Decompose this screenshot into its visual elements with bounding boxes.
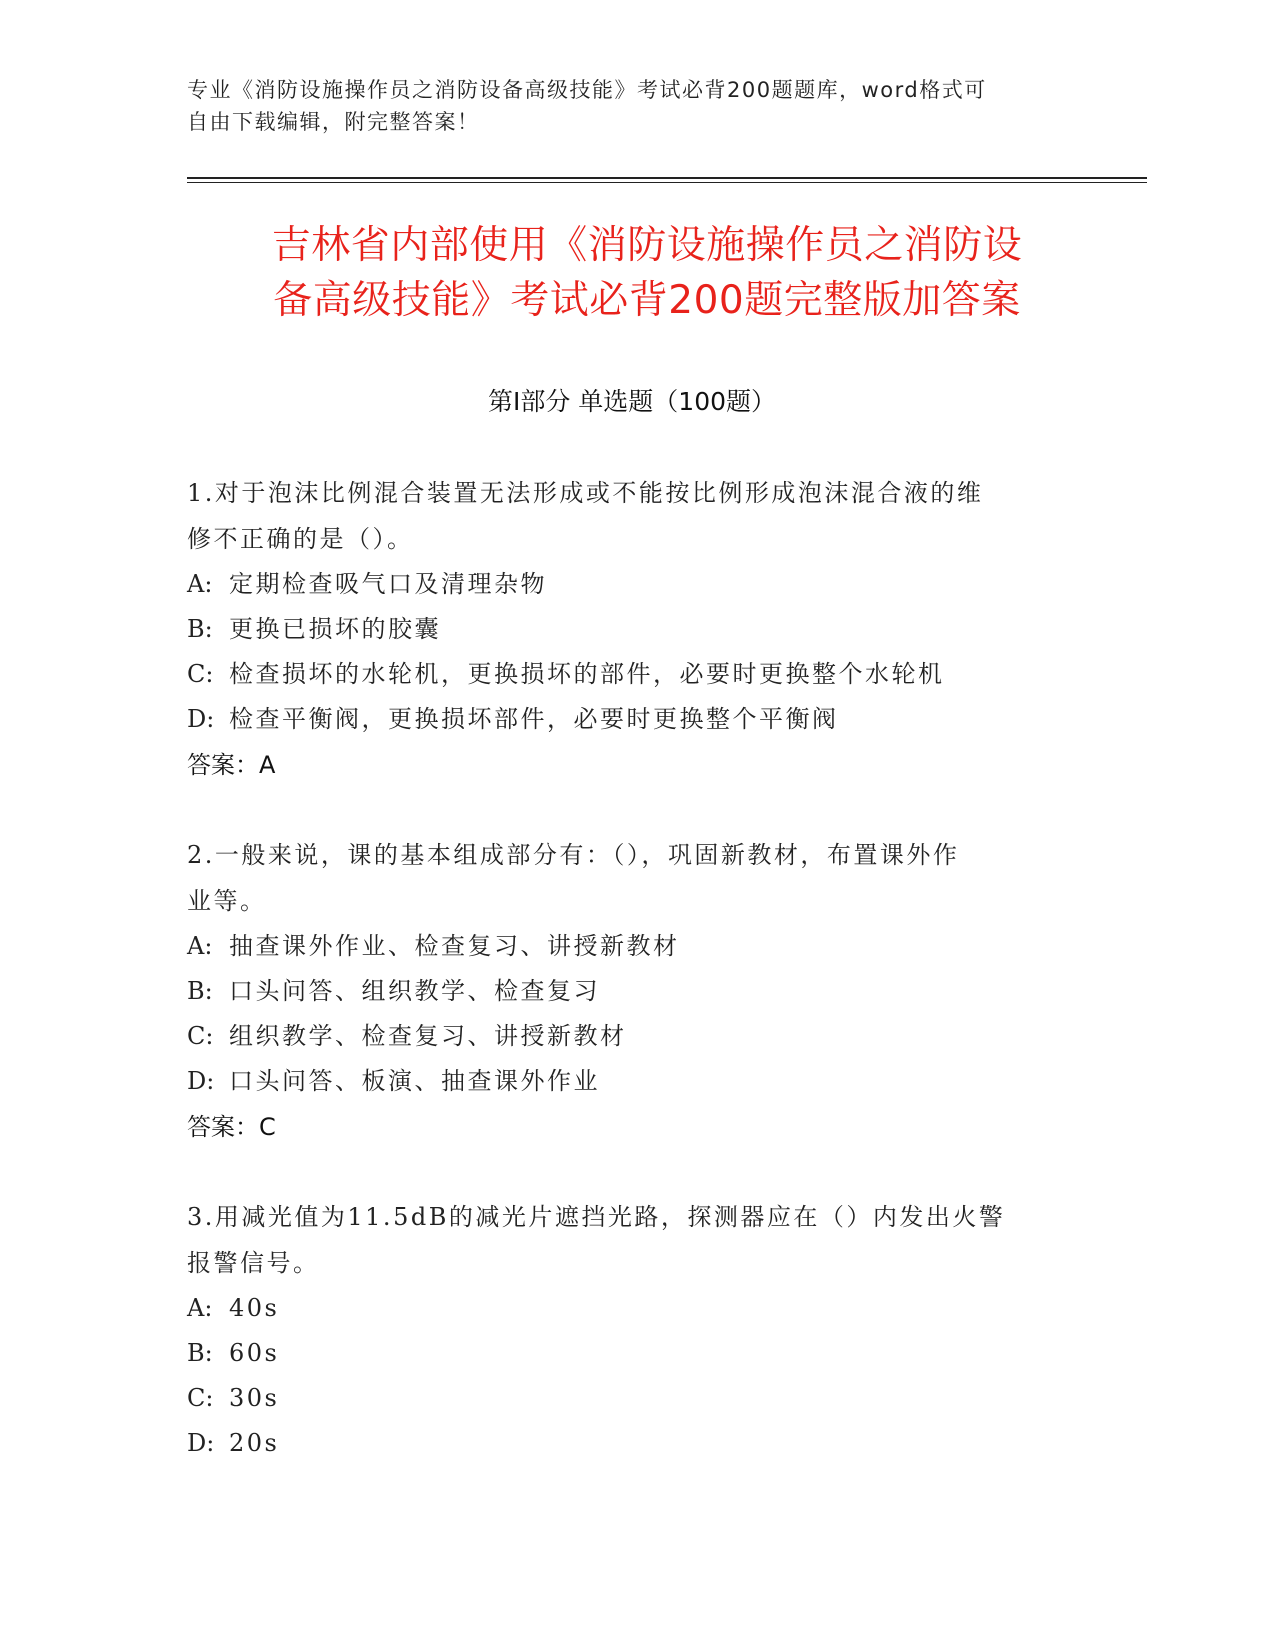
option-text: 更换已损坏的胶囊 <box>229 615 441 643</box>
option-c <box>187 652 1077 697</box>
answer-label: 答案：C <box>187 1113 276 1141</box>
option-letter: A: <box>187 1294 213 1322</box>
option-text: 定期检查吸气口及清理杂物 <box>229 570 547 598</box>
option-letter: D: <box>187 1067 215 1095</box>
question-stem-line: 业等。 <box>187 887 267 915</box>
intro-line-1: 专业《消防设施操作员之消防设备高级技能》考试必背200题题库，word格式可 <box>187 78 987 102</box>
option-b <box>187 607 1077 652</box>
option-letter: C: <box>187 1384 214 1412</box>
option-b <box>187 969 1077 1014</box>
intro-line-2: 自由下载编辑，附完整答案！ <box>187 110 480 134</box>
option-letter: D: <box>187 705 215 733</box>
option-text: 60s <box>229 1339 280 1367</box>
question-stem-line: 2.一般来说，课的基本组成部分有：（），巩固新教材，布置课外作 <box>187 841 960 869</box>
option-c <box>187 1014 1077 1059</box>
document-title-line-1: 吉林省内部使用《消防设施操作员之消防设 <box>271 223 1023 268</box>
option-b <box>187 1331 1077 1376</box>
option-text: 30s <box>229 1384 280 1412</box>
question-stem-line: 报警信号。 <box>187 1249 320 1277</box>
option-text: 口头问答、板演、抽查课外作业 <box>229 1067 600 1095</box>
option-text: 检查平衡阀，更换损坏部件，必要时更换整个平衡阀 <box>229 705 839 733</box>
intro-text <box>187 74 1067 138</box>
option-letter: C: <box>187 660 214 688</box>
option-text: 抽查课外作业、检查复习、讲授新教材 <box>229 932 680 960</box>
option-d <box>187 1421 1077 1466</box>
question-1 <box>187 470 1077 788</box>
option-a <box>187 1286 1077 1331</box>
question-2 <box>187 832 1077 1150</box>
header-divider-thin <box>187 182 1147 183</box>
question-stem-line: 3.用减光值为11.5dB的减光片遮挡光路，探测器应在（）内发出火警 <box>187 1203 1006 1231</box>
document-title <box>187 218 1107 328</box>
answer-label: 答案：A <box>187 751 276 779</box>
header-divider-thick <box>187 177 1147 179</box>
section-heading: 第Ⅰ部分 单选题（100题） <box>487 387 777 416</box>
option-letter: D: <box>187 1429 215 1457</box>
option-text: 检查损坏的水轮机，更换损坏的部件，必要时更换整个水轮机 <box>229 660 945 688</box>
option-a <box>187 562 1077 607</box>
option-letter: A: <box>187 932 213 960</box>
option-c <box>187 1376 1077 1421</box>
option-text: 口头问答、组织教学、检查复习 <box>229 977 600 1005</box>
question-stem-line: 1.对于泡沫比例混合装置无法形成或不能按比例形成泡沫混合液的维 <box>187 479 984 507</box>
question-3 <box>187 1194 1077 1466</box>
option-text: 40s <box>229 1294 280 1322</box>
option-d <box>187 1059 1077 1104</box>
option-letter: B: <box>187 977 213 1005</box>
option-d <box>187 697 1077 742</box>
question-list <box>187 470 1077 1510</box>
option-letter: B: <box>187 615 213 643</box>
question-stem-line: 修不正确的是（）。 <box>187 525 414 553</box>
document-title-line-2: 备高级技能》考试必背200题完整版加答案 <box>273 278 1021 323</box>
option-text: 组织教学、检查复习、讲授新教材 <box>229 1022 627 1050</box>
option-letter: C: <box>187 1022 214 1050</box>
option-letter: A: <box>187 570 213 598</box>
option-a <box>187 924 1077 969</box>
option-text: 20s <box>229 1429 280 1457</box>
option-letter: B: <box>187 1339 213 1367</box>
